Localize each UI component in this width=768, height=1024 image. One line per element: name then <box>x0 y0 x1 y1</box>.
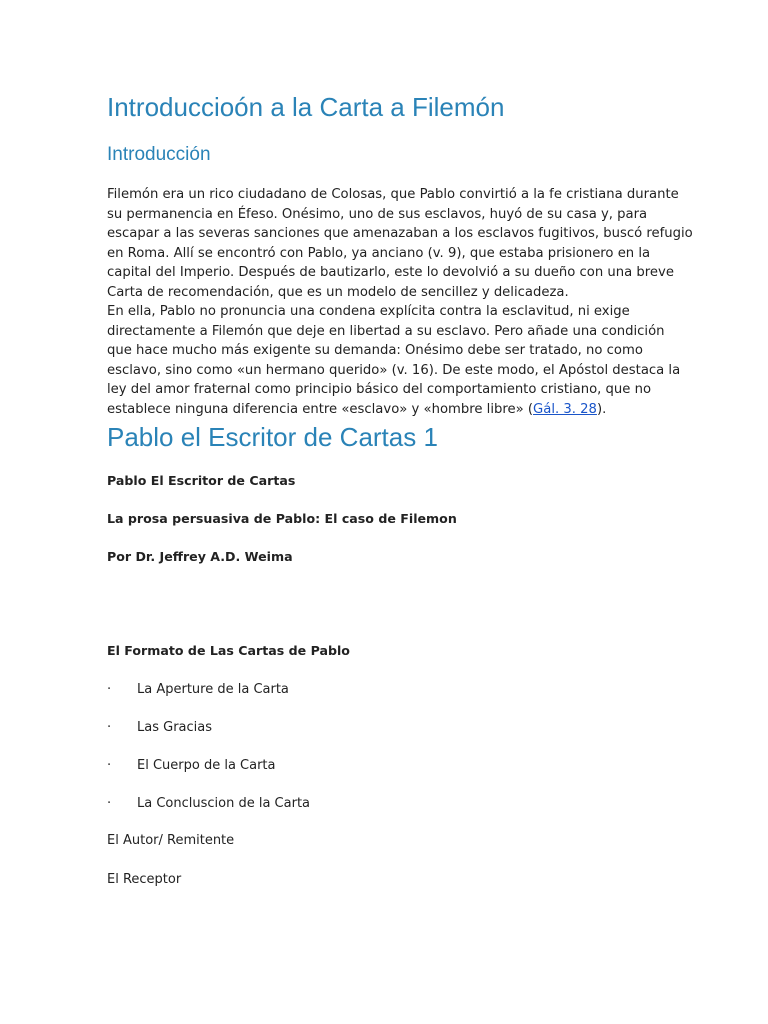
list-item-label: Las Gracias <box>137 720 212 735</box>
bullet-icon: · <box>107 682 112 697</box>
subtitle-persuasive-prose: La prosa persuasiva de Pablo: El caso de Filemon <box>107 511 457 526</box>
list-item-label: El Cuerpo de la Carta <box>137 758 276 773</box>
list-item <box>107 682 289 698</box>
scripture-reference-link[interactable]: Gál. 3. 28 <box>533 401 597 417</box>
intro-line: directamente a Filemón que deje en libertad a su esclavo. Pero añade una condición <box>107 323 665 339</box>
intro-last-line <box>107 400 667 420</box>
list-item <box>107 720 212 736</box>
list-item <box>107 796 310 812</box>
bullet-icon: · <box>107 758 112 773</box>
author-byline: Por Dr. Jeffrey A.D. Weima <box>107 549 293 564</box>
format-heading: El Formato de Las Cartas de Pablo <box>107 643 350 658</box>
list-item-label: La Aperture de la Carta <box>137 682 289 697</box>
page-title: Introduccioón a la Carta a Filemón <box>107 92 505 122</box>
intro-last-line-after: ). <box>596 401 607 417</box>
intro-line: ley del amor fraternal como principio básico del comportamiento cristiano, que no <box>107 382 652 397</box>
intro-line: Carta de recomendación, que es un modelo de sencillez y delicadeza. <box>107 284 569 300</box>
intro-line: En ella, Pablo no pronuncia una condena explícita contra la esclavitud, ni exige <box>107 304 630 319</box>
author-sender-label: El Autor/ Remitente <box>107 833 235 848</box>
intro-line: Filemón era un rico ciudadano de Colosas, que Pablo convirtió a la fe cristiana durante <box>107 187 679 202</box>
section-heading: Pablo el Escritor de Cartas 1 <box>107 422 438 452</box>
intro-line: que hace mucho más exigente su demanda: Onésimo debe ser tratado, no como <box>107 343 643 358</box>
intro-last-line-before: establece ninguna diferencia entre «esclavo» y «hombre libre» ( <box>107 401 534 417</box>
intro-line: en Roma. Allí se encontró con Pablo, ya anciano (v. 9), que estaba prisionero en la <box>107 245 651 261</box>
intro-line: esclavo, sino como «un hermano querido» (v. 16). De este modo, el Apóstol destaca la <box>107 362 681 378</box>
list-item <box>107 758 276 774</box>
subtitle-letter-writer: Pablo El Escritor de Cartas <box>107 473 296 488</box>
intro-line: capital del Imperio. Después de bautizarlo, este lo devolvió a su dueño con una breve <box>107 265 674 280</box>
bullet-icon: · <box>107 720 112 735</box>
list-item-label: La Concluscion de la Carta <box>137 796 311 811</box>
intro-paragraph <box>107 185 693 419</box>
bullet-icon: · <box>107 796 112 811</box>
intro-line: su permanencia en Éfeso. Onésimo, uno de sus esclavos, huyó de su casa y, para <box>107 206 648 222</box>
intro-heading: Introducción <box>107 144 211 165</box>
receiver-label: El Receptor <box>107 872 182 887</box>
intro-line: escapar a las severas sanciones que amenazaban a los esclavos fugitivos, buscó refugio <box>107 226 693 241</box>
